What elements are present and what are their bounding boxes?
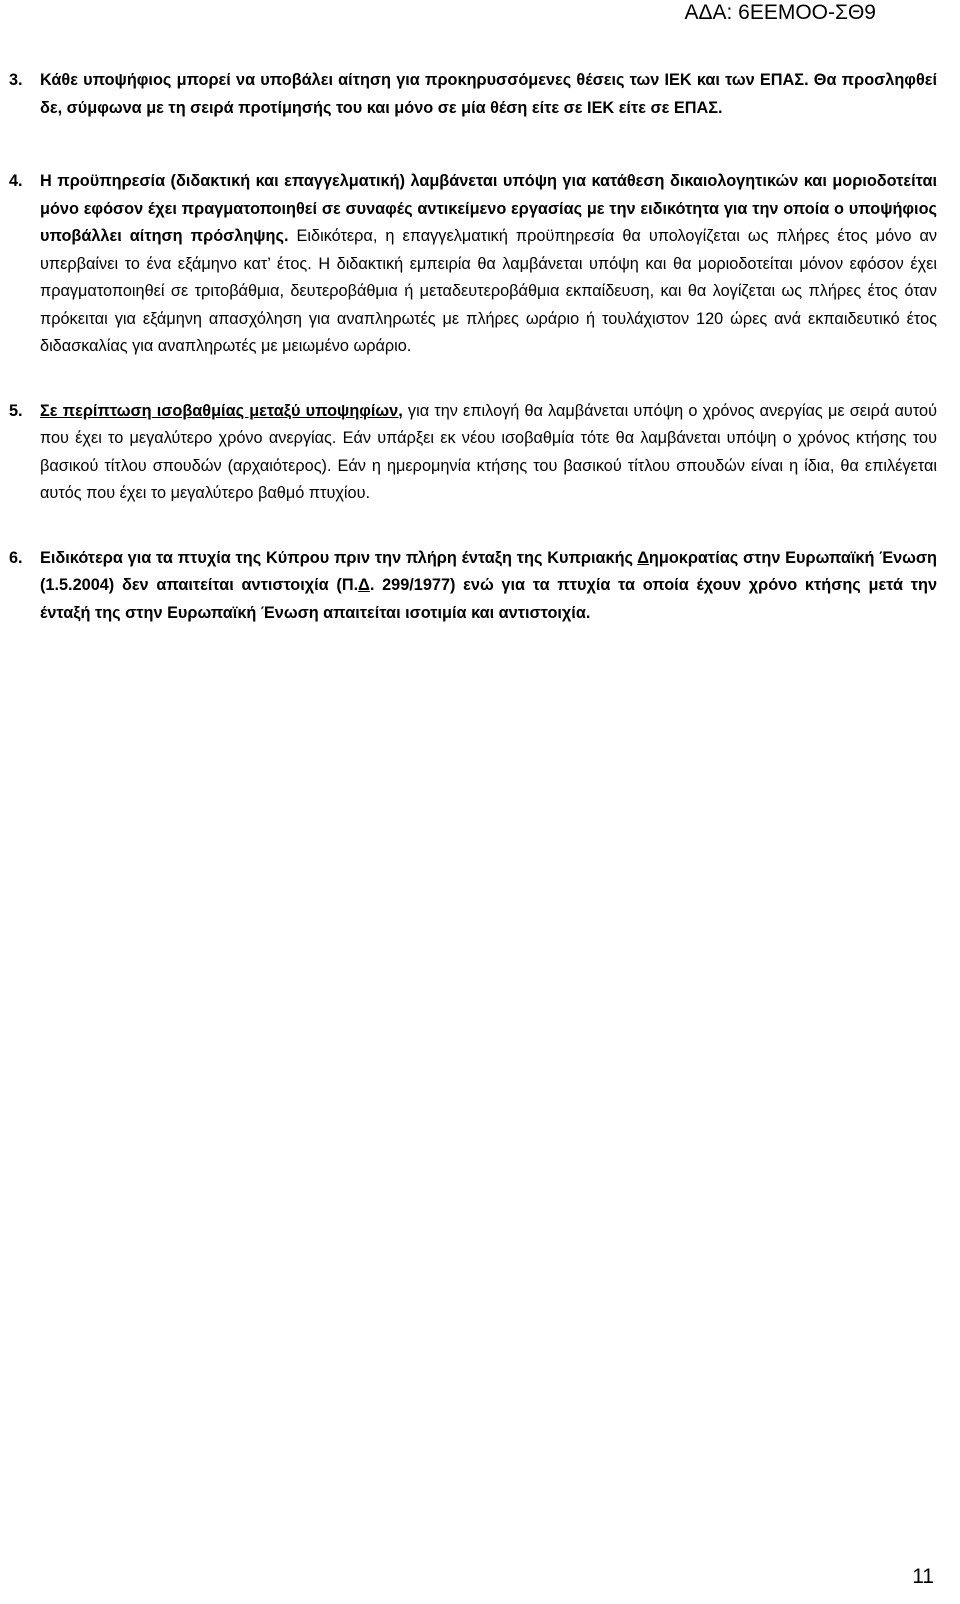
item-number: 3. (9, 71, 23, 89)
item-text: για την επιλογή θα λαμβάνεται υπόψη ο χρόνος ανεργίας με σειρά αυτού που έχει το μεγαλύτερο χρόνο ανεργίας. Εάν υπάρξει εκ νέου ισοβαθμία τότε θα λαμβάνεται υπόψη ο χρόνος κτήσης του βασικού τίτλου σπουδών (αρχαιότερος). Εάν η ημερομηνία κτήσης του βασικού τίτλου σπουδών είναι η ίδια, θα επιλέγεται αυτός που έχει το μεγαλύτερο βαθμό πτυχίου. (40, 401, 937, 502)
list-item-5 (9, 398, 937, 508)
list-item-4 (9, 168, 937, 361)
item-text-underlined: Δ (358, 576, 370, 594)
item-number: 4. (9, 172, 23, 190)
item-number: 5. (9, 401, 23, 420)
list-item-6 (9, 545, 938, 628)
item-text-underlined: Δ (637, 548, 649, 567)
document-id: ΑΔΑ: 6ΕΕΜΟΟ-ΣΘ9 (684, 1, 876, 24)
item-text-bold: . 299/1977) ενώ για τα πτυχία τα οποία έχουν χρόνο κτήσης μετά την ένταξή της στην Ευρωπαϊκή Ένωση απαιτείται ισοτιμία και αντιστοιχία. (40, 576, 938, 622)
item-text: Κάθε υποψήφιος μπορεί να υποβάλει αίτηση για προκηρυσσόμενες θέσεις των ΙΕΚ και των ΕΠΑΣ. Θα προσληφθεί δε, σύμφωνα με τη σειρά προτίμησής του και μόνο σε μία θέση είτε σε ΙΕΚ είτε σε ΕΠΑΣ. (40, 71, 937, 117)
item-text-bold: Ειδικότερα για τα πτυχία της Κύπρου πριν την πλήρη ένταξη της Κυπριακής (40, 548, 638, 567)
page-number: 11 (912, 1565, 934, 1588)
document-body (9, 67, 938, 627)
item-text: Ειδικότερα, η επαγγελματική προϋπηρεσία θα υπολογίζεται ως πλήρες έτος μόνο αν υπερβαίνει το ένα εξάμηνο κατ’ έτος. Η διδακτική εμπειρία θα λαμβάνεται υπόψη και θα μοριοδοτείται μόνον εφόσον έχει πραγματοποιηθεί σε τριτοβάθμια, δευτεροβάθμια ή μεταδευτεροβάθμια εκπαίδευση, και θα λογίζεται ως πλήρες έτος όταν πρόκειται για εξάμηνη απασχόληση για αναπληρωτές με πλήρες ωράριο ή τουλάχιστον 120 ώρες ανά εκπαιδευτικό έτος διδασκαλίας για αναπληρωτές με μειωμένο ωράριο. (40, 227, 937, 355)
item-text-bold: Η προϋπηρεσία (διδακτική και επαγγελματική) λαμβάνεται υπόψη για κατάθεση δικαιολογητικών και μοριοδοτείται μόνο εφόσον έχει πραγματοποιηθεί σε συναφές αντικείμενο εργασίας με την ειδικότητα για την οποία ο υποψήφιος υποβάλλει αίτηση πρόσληψης. (40, 172, 937, 245)
item-number: 6. (9, 548, 23, 567)
item-text-bold: ημοκρατίας στην Ευρωπαϊκή Ένωση (1.5.2004) δεν απαιτείται αντιστοιχία (Π. (40, 548, 938, 594)
list-item-3 (9, 67, 937, 122)
item-text-bold-underlined: Σε περίπτωση ισοβαθμίας μεταξύ υποψηφίων, (40, 401, 403, 420)
